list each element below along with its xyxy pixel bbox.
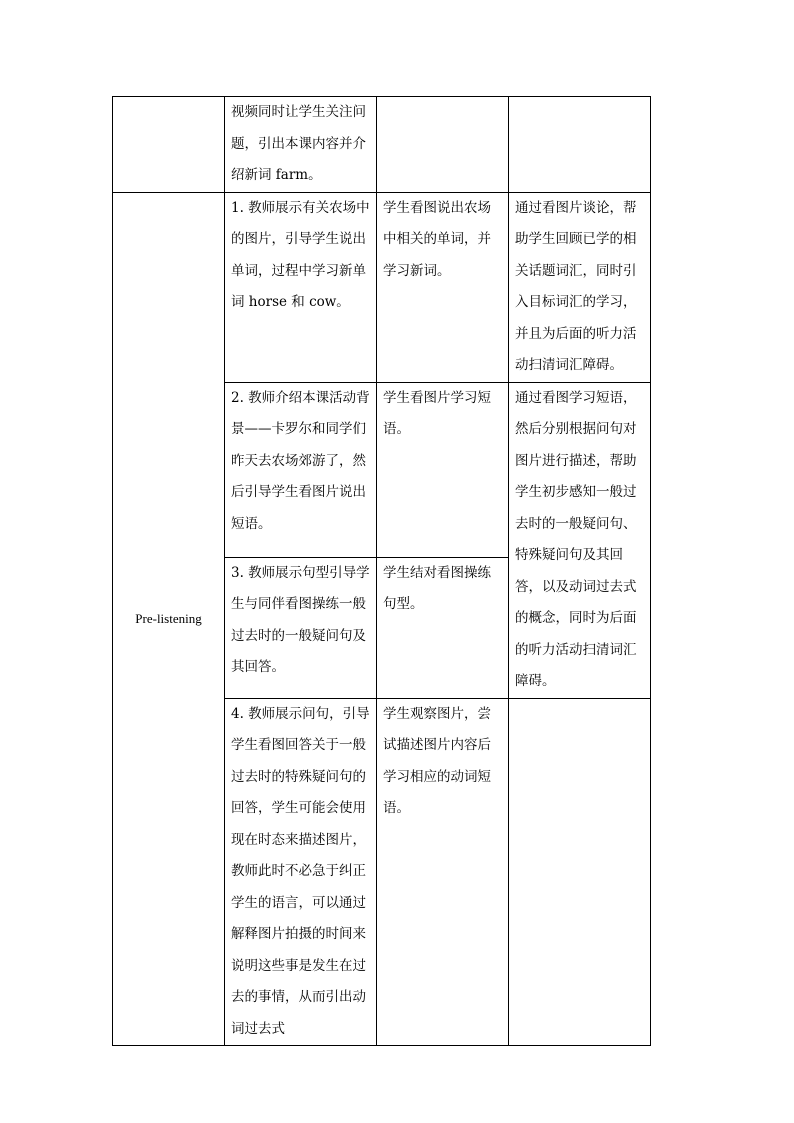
student-activity-cell: 学生看图片学习短语。 (377, 382, 509, 557)
student-activity-cell: 学生观察图片，尝试描述图片内容后学习相应的动词短语。 (377, 698, 509, 1046)
teacher-activity-cell: 2. 教师介绍本课活动背景——卡罗尔和同学们昨天去农场郊游了，然后引导学生看图片说出短语。 (225, 382, 377, 557)
purpose-cell: 通过看图片谈论，帮助学生回顾已学的相关话题词汇，同时引入目标词汇的学习，并且为后面的听力活动扫清词汇障碍。 (509, 192, 651, 382)
purpose-cell (509, 97, 651, 193)
student-activity-cell (377, 97, 509, 193)
purpose-cell-empty (509, 698, 651, 1046)
student-activity-cell: 学生看图说出农场中相关的单词，并学习新词。 (377, 192, 509, 382)
stage-cell-pre-listening: Pre-listening (113, 192, 225, 1046)
teacher-activity-cell: 1. 教师展示有关农场中的图片，引导学生说出单词，过程中学习新单词 horse 和 cow。 (225, 192, 377, 382)
student-activity-cell: 学生结对看图操练句型。 (377, 557, 509, 698)
table-row (113, 192, 651, 382)
lesson-plan-table (112, 96, 651, 1046)
teacher-activity-cell: 4. 教师展示问句，引导学生看图回答关于一般过去时的特殊疑问句的回答，学生可能会使用现在时态来描述图片，教师此时不必急于纠正学生的语言，可以通过解释图片拍摄的时间来说明这些事是发生在过去的事情，从而引出动词过去式 (225, 698, 377, 1046)
table-row (113, 97, 651, 193)
stage-cell (113, 97, 225, 193)
teacher-activity-cell: 3. 教师展示句型引导学生与同伴看图操练一般过去时的一般疑问句及其回答。 (225, 557, 377, 698)
purpose-cell: 通过看图学习短语，然后分别根据问句对图片进行描述，帮助学生初步感知一般过去时的一般疑问句、特殊疑问句及其回答，以及动词过去式的概念，同时为后面的听力活动扫清词汇障碍。 (509, 382, 651, 698)
teacher-activity-cell: 视频同时让学生关注问题，引出本课内容并介绍新词 farm。 (225, 97, 377, 193)
